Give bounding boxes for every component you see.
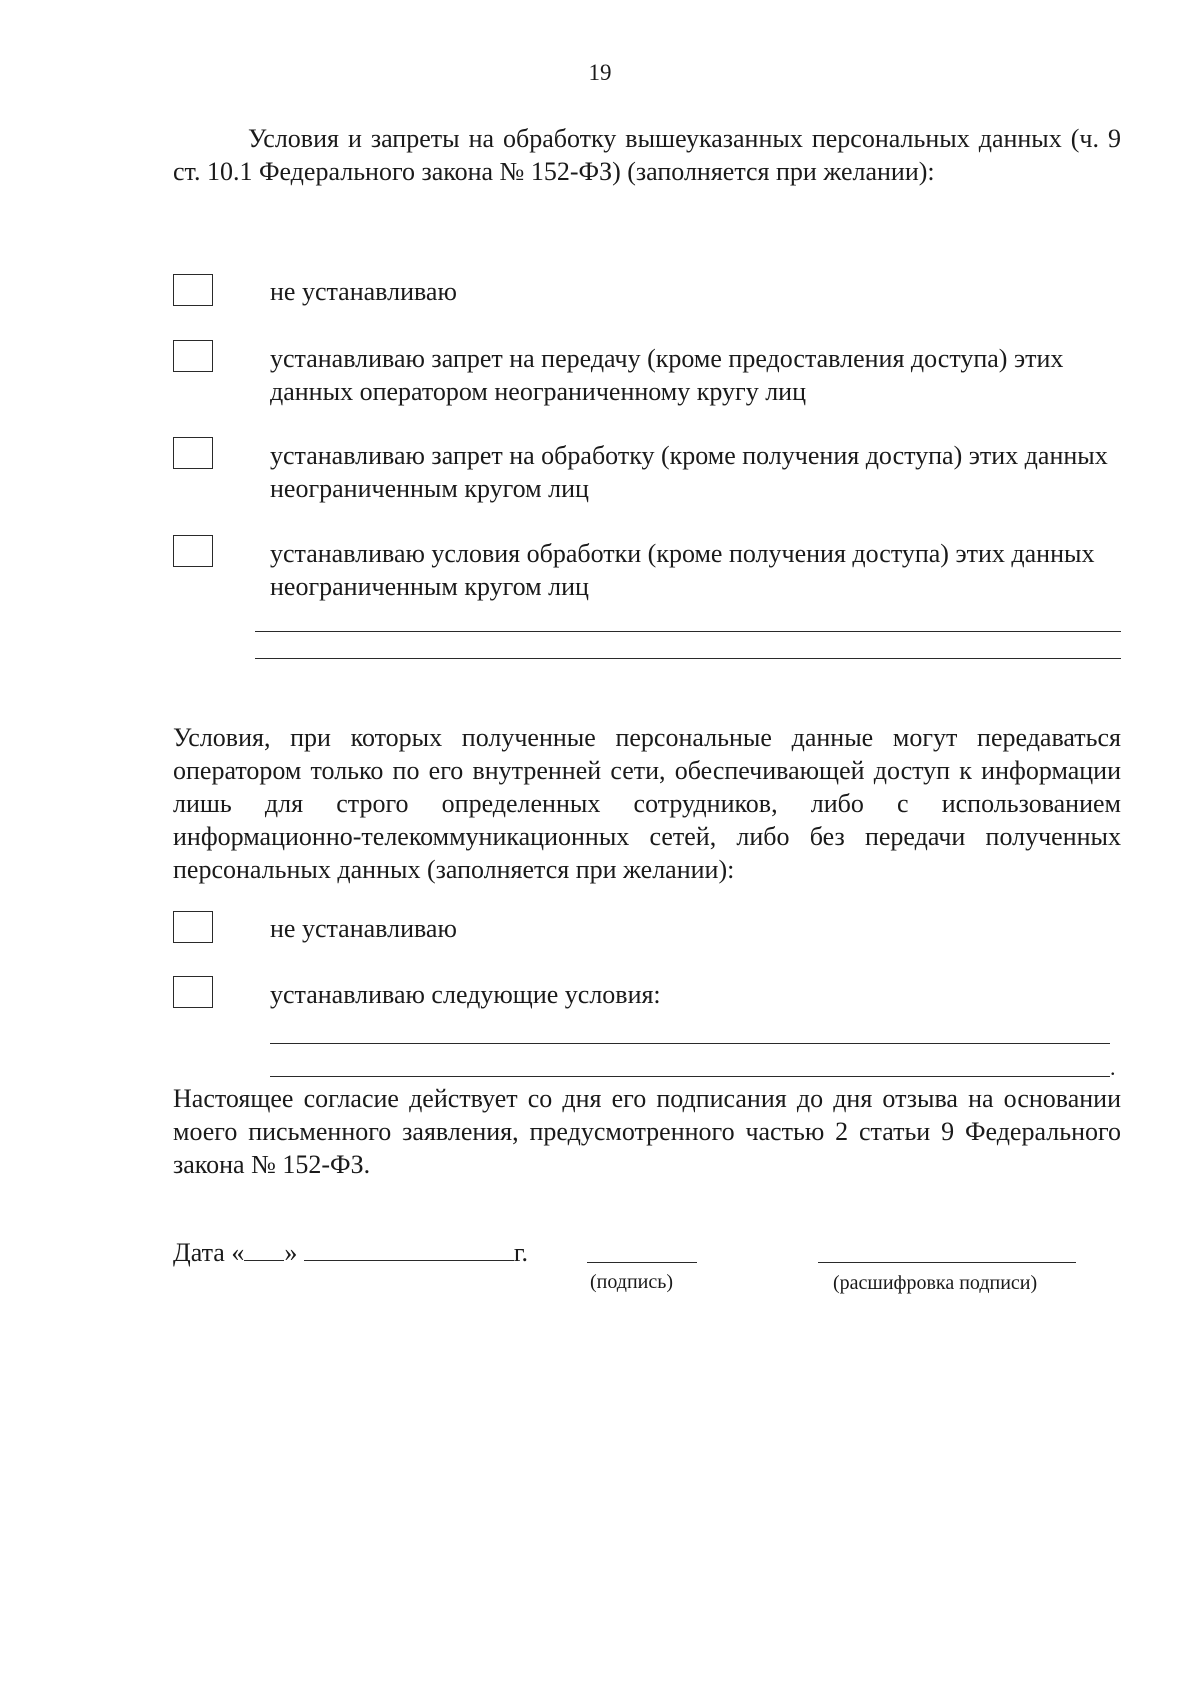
conditions-line-2[interactable] (270, 1076, 1110, 1077)
signature-decoding-caption: (расшифровка подписи) (833, 1272, 1038, 1294)
date-mid: » (284, 1238, 298, 1267)
checkbox-processing-ban[interactable] (173, 437, 213, 469)
checkbox-no-conditions-2[interactable] (173, 911, 213, 943)
year-suffix: г. (513, 1238, 529, 1267)
section2-intro: Условия, при которых полученные персональные данные могут передаваться оператором только по его внутренней сети, обеспечивающей доступ к информации лишь для строго определенных сотрудников, либо с использованием информационно-телекоммуникационных сетей, либо без передачи полученных персональных данных (заполняется при желании): (173, 723, 1121, 884)
option-label-processing-ban: устанавливаю запрет на обработку (кроме получения доступа) этих данных неограниченным кругом лиц (270, 441, 1108, 503)
fill-in-line-1[interactable] (255, 631, 1121, 632)
checkbox-processing-conditions[interactable] (173, 535, 213, 567)
option-label-following-conditions: устанавливаю следующие условия: (270, 980, 661, 1009)
option-label-processing-conditions: устанавливаю условия обработки (кроме получения доступа) этих данных неограниченным кругом лиц (270, 539, 1095, 601)
option-label-no-conditions-1: не устанавливаю (270, 277, 457, 306)
conditions-end-mark: . (1110, 1055, 1116, 1080)
checkbox-no-conditions-1[interactable] (173, 274, 213, 306)
date-row (173, 1236, 528, 1269)
option-label-no-conditions-2: не устанавливаю (270, 914, 457, 943)
date-prefix: Дата « (173, 1238, 245, 1267)
fill-in-line-2[interactable] (255, 658, 1121, 659)
checkbox-following-conditions[interactable] (173, 976, 213, 1008)
checkbox-transfer-ban[interactable] (173, 340, 213, 372)
page-number: 19 (588, 60, 612, 85)
conditions-line-1[interactable] (270, 1043, 1110, 1044)
signature-line[interactable] (587, 1262, 697, 1263)
signature-decoding-line[interactable] (818, 1262, 1076, 1263)
consent-text: Настоящее согласие действует со дня его подписания до дня отзыва на основании моего письменного заявления, предусмотренного частью 2 статьи 9 Федерального закона № 152-ФЗ. (173, 1084, 1121, 1179)
day-field[interactable] (244, 1238, 284, 1261)
month-field[interactable] (304, 1238, 514, 1261)
signature-caption: (подпись) (590, 1271, 674, 1293)
option-label-transfer-ban: устанавливаю запрет на передачу (кроме предоставления доступа) этих данных оператором неограниченному кругу лиц (270, 344, 1064, 406)
section1-intro: Условия и запреты на обработку вышеуказанных персональных данных (ч. 9 ст. 10.1 Федерального закона № 152-ФЗ) (заполняется при желании): (173, 124, 1121, 186)
